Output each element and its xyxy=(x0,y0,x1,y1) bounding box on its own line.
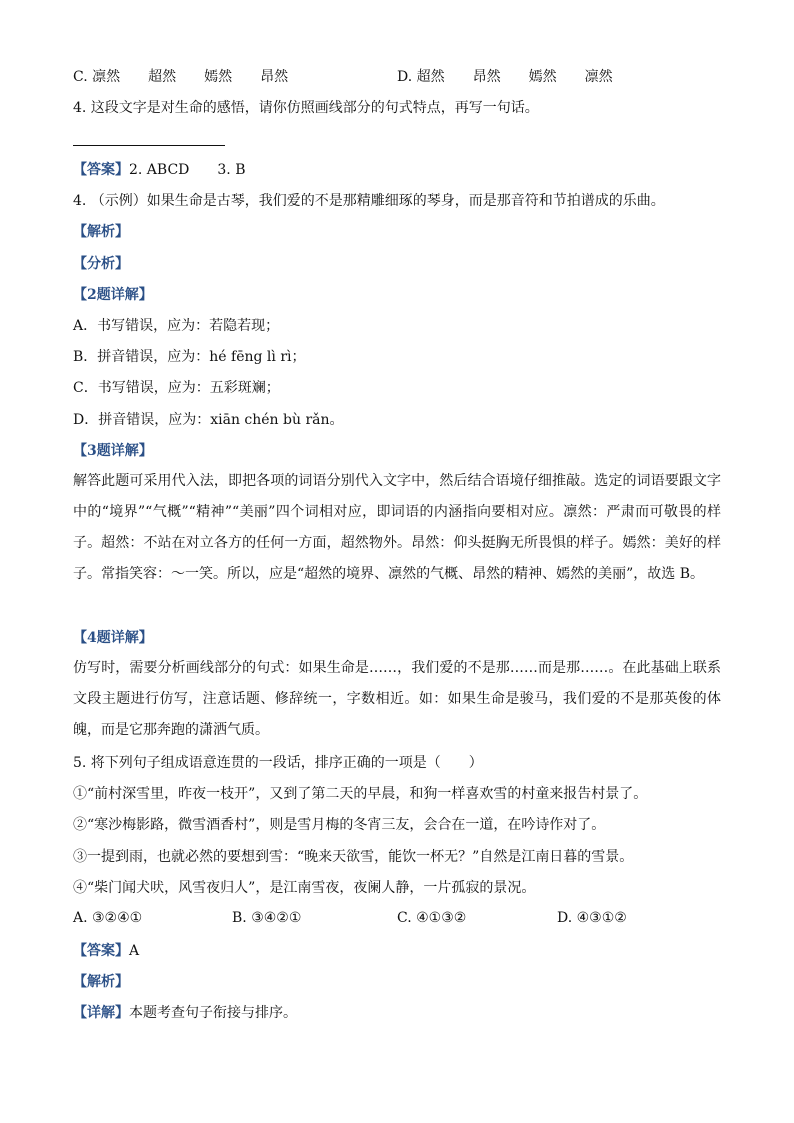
q5-sentence-3: ③一提到雨，也就必然的要想到雪：“晚来天欲雪，能饮一杯无？”自然是江南日暮的雪景。 xyxy=(73,849,634,865)
answer-label: 【答案】 xyxy=(73,162,129,178)
fenxi-label: 【分析】 xyxy=(73,256,129,272)
detail-2-item-b: B．拼音错误，应为：hé fēng lì rì； xyxy=(73,349,306,365)
q5-option-a: A. ③②④① xyxy=(73,910,143,926)
detail-2-label: 【2题详解】 xyxy=(73,287,153,303)
q5-sentence-1: ①“前村深雪里，昨夜一枝开”，又到了第二天的早晨，和狗一样喜欢雪的村童来报告村景了。 xyxy=(73,786,648,802)
detail-3-text: 解答此题可采用代入法，即把各项的词语分别代入文字中，然后结合语境仔细推敲。选定的词语要跟文字中的“境界”“气概”“精神”“美丽”四个词相对应，即词语的内涵指向要相对应。凛然：严肃而可敬畏的样子。超然：不站在对立各方的任何一方面，超然物外。昂然：仰头挺胸无所畏惧的样子。嫣然：美好的样子。常指笑容：～一笑。所以，应是“超然的境界、凛然的气概、昂然的精神、嫣然的美丽”，故选 B。 xyxy=(73,473,721,582)
q5-detail-line xyxy=(73,1003,297,1023)
detail-2-item-a: A．书写错误，应为：若隐若现； xyxy=(73,318,280,334)
q5-answer-line xyxy=(73,941,139,961)
q5-answer-label: 【答案】 xyxy=(73,943,129,959)
detail-2-item-d: D．拼音错误，应为：xiān chén bù rǎn。 xyxy=(73,412,344,428)
q3-option-d: D. 超然 昂然 嫣然 凛然 xyxy=(397,69,613,85)
q5-stem: 5. 将下列句子组成语意连贯的一段话，排序正确的一项是（ ） xyxy=(73,755,483,771)
q5-option-b: B. ③④②① xyxy=(232,910,302,926)
q5-answer-value: A xyxy=(129,943,140,959)
q5-detail-text: 本题考查句子衔接与排序。 xyxy=(129,1005,297,1021)
answer-blank-line xyxy=(73,145,225,146)
detail-4-text: 仿写时，需要分析画线部分的句式：如果生命是……，我们爱的不是那……而是那……。在此基础上联系文段主题进行仿写，注意话题、修辞统一，字数相近。如：如果生命是骏马，我们爱的不是那英俊的体魄，而是它那奔跑的潇洒气质。 xyxy=(73,660,721,738)
answer-4-example: 4. （示例）如果生命是古琴，我们爱的不是那精雕细琢的琴身，而是那音符和节拍谱成的乐曲。 xyxy=(73,193,665,209)
detail-2-item-c: C．书写错误，应为：五彩斑斓； xyxy=(73,380,280,396)
detail-4-label: 【4题详解】 xyxy=(73,630,153,646)
q3-option-c: C. 凛然 超然 嫣然 昂然 xyxy=(73,69,289,85)
q5-option-c: C. ④①③② xyxy=(397,910,467,926)
q5-sentence-4: ④“柴门闻犬吠，风雪夜归人”，是江南雪夜，夜阑人静，一片孤寂的景况。 xyxy=(73,880,536,896)
q5-option-d: D. ④③①② xyxy=(557,910,627,926)
jiexi-label: 【解析】 xyxy=(73,224,129,240)
answer-line xyxy=(73,160,246,180)
q4-prompt: 4. 这段文字是对生命的感悟，请你仿照画线部分的句式特点，再写一句话。 xyxy=(73,100,539,116)
answer-text: 2. ABCD 3. B xyxy=(129,162,246,178)
q5-sentence-2: ②“寒沙梅影路，微雪酒香村”，则是雪月梅的冬宵三友，会合在一道，在吟诗作对了。 xyxy=(73,817,606,833)
q5-detail-label: 【详解】 xyxy=(73,1005,129,1021)
q5-jiexi-label: 【解析】 xyxy=(73,974,129,990)
detail-3-label: 【3题详解】 xyxy=(73,443,153,459)
